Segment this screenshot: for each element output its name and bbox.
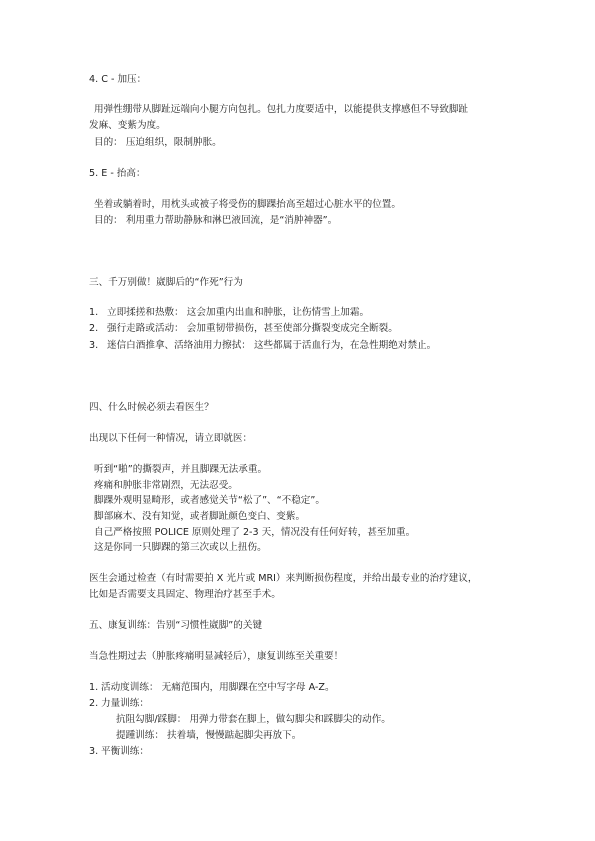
section-4-paragraph-line-2: 比如是否需要支具固定、物理治疗甚至手术。 — [89, 589, 281, 600]
list-item-text: 力量训练： — [101, 698, 149, 709]
section-5e-purpose: 目的： 利用重力帮助静脉和淋巴液回流，是“消肿神器”。 — [94, 215, 338, 226]
list-item-number: 2. — [89, 323, 99, 334]
list-item-text: 强行走路或活动： 会加重韧带损伤，甚至使部分撕裂变成完全断裂。 — [107, 323, 398, 334]
list-item: 脚踝外观明显畸形，或者感觉关节“松了”、“不稳定”。 — [94, 495, 325, 506]
sub-list-item: 抗阻勾脚/踩脚： 用弹力带套在脚上，做勾脚尖和踩脚尖的动作。 — [116, 714, 391, 725]
list-item — [89, 339, 436, 352]
list-item: 疼痛和肿胀非常剧烈，无法忍受。 — [94, 480, 238, 491]
section-4-paragraph-line-1: 医生会通过检查（有时需要拍 X 光片或 MRI）来判断损伤程度，并给出最专业的治疗建议， — [89, 573, 478, 584]
list-item-number: 3. — [89, 746, 99, 757]
list-item-number: 3. — [89, 340, 99, 351]
list-item — [89, 306, 369, 319]
sub-list-item: 提踵训练： 扶着墙，慢慢踮起脚尖再放下。 — [116, 730, 302, 741]
section-4-heading: 四、什么时候必须去看医生？ — [89, 402, 214, 413]
section-5e-heading: 5. E - 抬高： — [89, 168, 146, 179]
section-3-heading: 三、千万别做！崴脚后的“作死”行为 — [89, 277, 243, 288]
list-item — [89, 681, 335, 694]
list-item: 听到“啪”的撕裂声，并且脚踝无法承重。 — [94, 464, 268, 475]
list-item: 脚部麻木、没有知觉，或者脚趾颜色变白、变紫。 — [94, 511, 306, 522]
list-item: 这是你同一只脚踝的第三次或以上扭伤。 — [94, 542, 267, 553]
list-item-text: 立即揉搓和热敷： 这会加重内出血和肿胀，让伤情雪上加霜。 — [107, 307, 370, 318]
list-item — [89, 745, 149, 758]
section-5e-body: 坐着或躺着时，用枕头或被子将受伤的脚踝抬高至超过心脏水平的位置。 — [94, 199, 401, 210]
list-item: 自己严格按照 POLICE 原则处理了 2-3 天，情况没有任何好转，甚至加重。 — [94, 527, 416, 538]
section-5-intro: 当急性期过去（肿胀疼痛明显减轻后），康复训练至关重要！ — [89, 651, 344, 662]
section-4c-body-line-2: 发麻、变紫为度。 — [89, 120, 166, 131]
list-item-number: 2. — [89, 698, 99, 709]
list-item-text: 活动度训练： 无痛范围内，用脚踝在空中写字母 A-Z。 — [101, 682, 335, 693]
section-4c-heading: 4. C - 加压： — [89, 74, 147, 85]
list-item-number: 1. — [89, 682, 99, 693]
list-item-text: 平衡训练： — [101, 746, 149, 757]
section-5-heading: 五、康复训练：告别“习惯性崴脚”的关键 — [89, 620, 263, 631]
list-item — [89, 697, 149, 710]
section-4-intro: 出现以下任何一种情况，请立即就医： — [89, 433, 253, 444]
list-item — [89, 322, 398, 335]
section-4c-body-line-1: 用弹性绷带从脚趾远端向小腿方向包扎。包扎力度要适中，以能提供支撑感但不导致脚趾 — [94, 104, 469, 115]
list-item-number: 1. — [89, 307, 99, 318]
section-4c-purpose: 目的： 压迫组织，限制肿胀。 — [94, 137, 222, 148]
list-item-text: 迷信白酒推拿、活络油用力擦拭： 这些都属于活血行为，在急性期绝对禁止。 — [107, 340, 437, 351]
